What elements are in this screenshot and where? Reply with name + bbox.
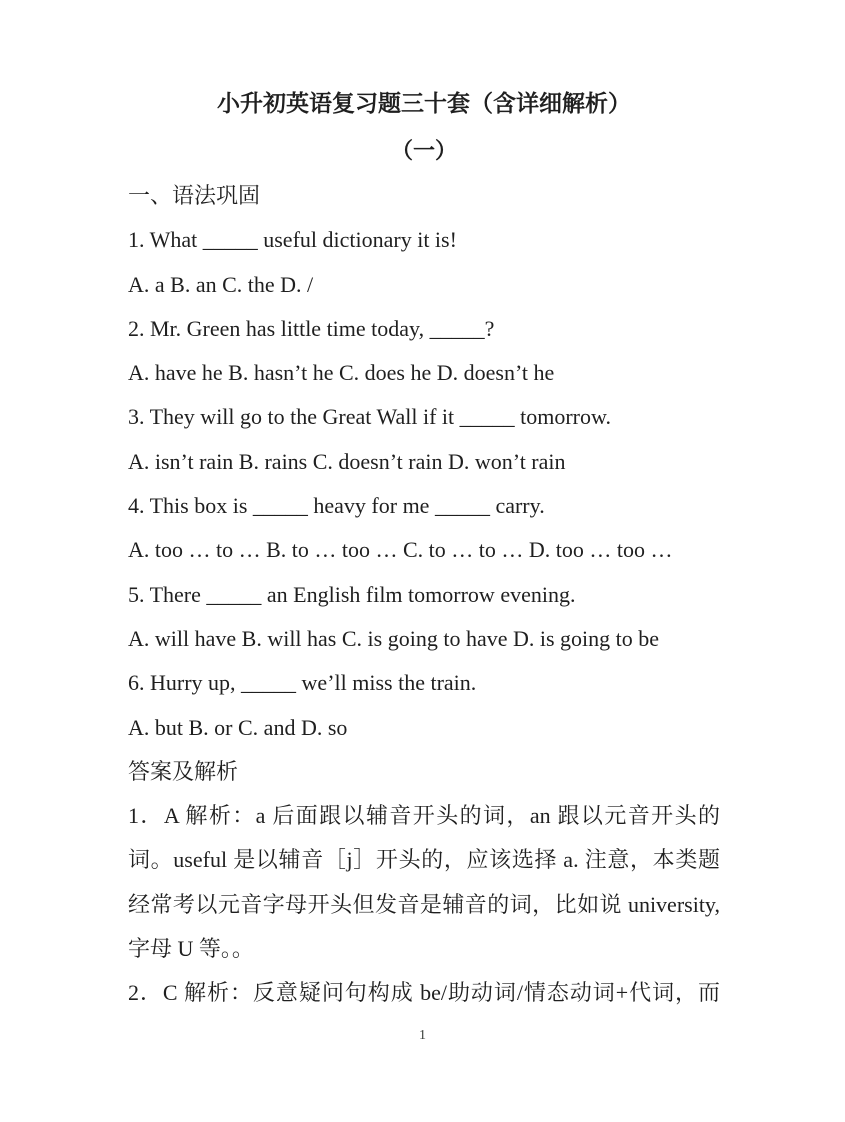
question-5-options: A. will have B. will has C. is going to have D. is going to be bbox=[128, 625, 660, 651]
page-number: 1 bbox=[419, 1028, 426, 1043]
question-6-options: A. but B. or C. and D. so bbox=[128, 714, 348, 740]
section-heading: 一、语法巩固 bbox=[128, 183, 261, 208]
explanation-1-line-4: 字母 U 等。。 bbox=[128, 936, 254, 962]
document-content bbox=[128, 80, 720, 1016]
explanation-2-line-1: 2．C 解析：反意疑问句构成 be/助动词/情态动词+代词，而 bbox=[128, 980, 720, 1006]
question-5-text: 5. There _____ an English film tomorrow evening. bbox=[128, 581, 576, 607]
question-3-text: 3. They will go to the Great Wall if it _____ tomorrow. bbox=[128, 404, 611, 430]
answers-heading: 答案及解析 bbox=[128, 758, 239, 784]
question-1-options: A. a B. an C. the D. / bbox=[128, 271, 314, 297]
question-2-options: A. have he B. hasn’t he C. does he D. doesn’t he bbox=[128, 360, 555, 386]
explanation-1-line-2: 词。useful 是以辅音［j］开头的，应该选择 a. 注意，本类题 bbox=[128, 847, 720, 873]
question-6-text: 6. Hurry up, _____ we’ll miss the train. bbox=[128, 670, 477, 696]
question-3-options: A. isn’t rain B. rains C. doesn’t rain D. won’t rain bbox=[128, 448, 566, 474]
document-title: 小升初英语复习题三十套（含详细解析） bbox=[217, 91, 631, 116]
explanation-1-line-1: 1．A 解析：a 后面跟以辅音开头的词，an 跟以元音开头的 bbox=[128, 803, 720, 829]
question-1-text: 1. What _____ useful dictionary it is! bbox=[128, 227, 457, 253]
question-2-text: 2. Mr. Green has little time today, _____? bbox=[128, 315, 495, 341]
explanation-1-line-3: 经常考以元音字母开头但发音是辅音的词，比如说 university, bbox=[128, 891, 720, 917]
question-4-options: A. too … to … B. to … too … C. to … to … D. too … too … bbox=[128, 537, 673, 563]
question-4-text: 4. This box is _____ heavy for me _____ carry. bbox=[128, 493, 545, 519]
document-subtitle: （一） bbox=[390, 138, 457, 163]
